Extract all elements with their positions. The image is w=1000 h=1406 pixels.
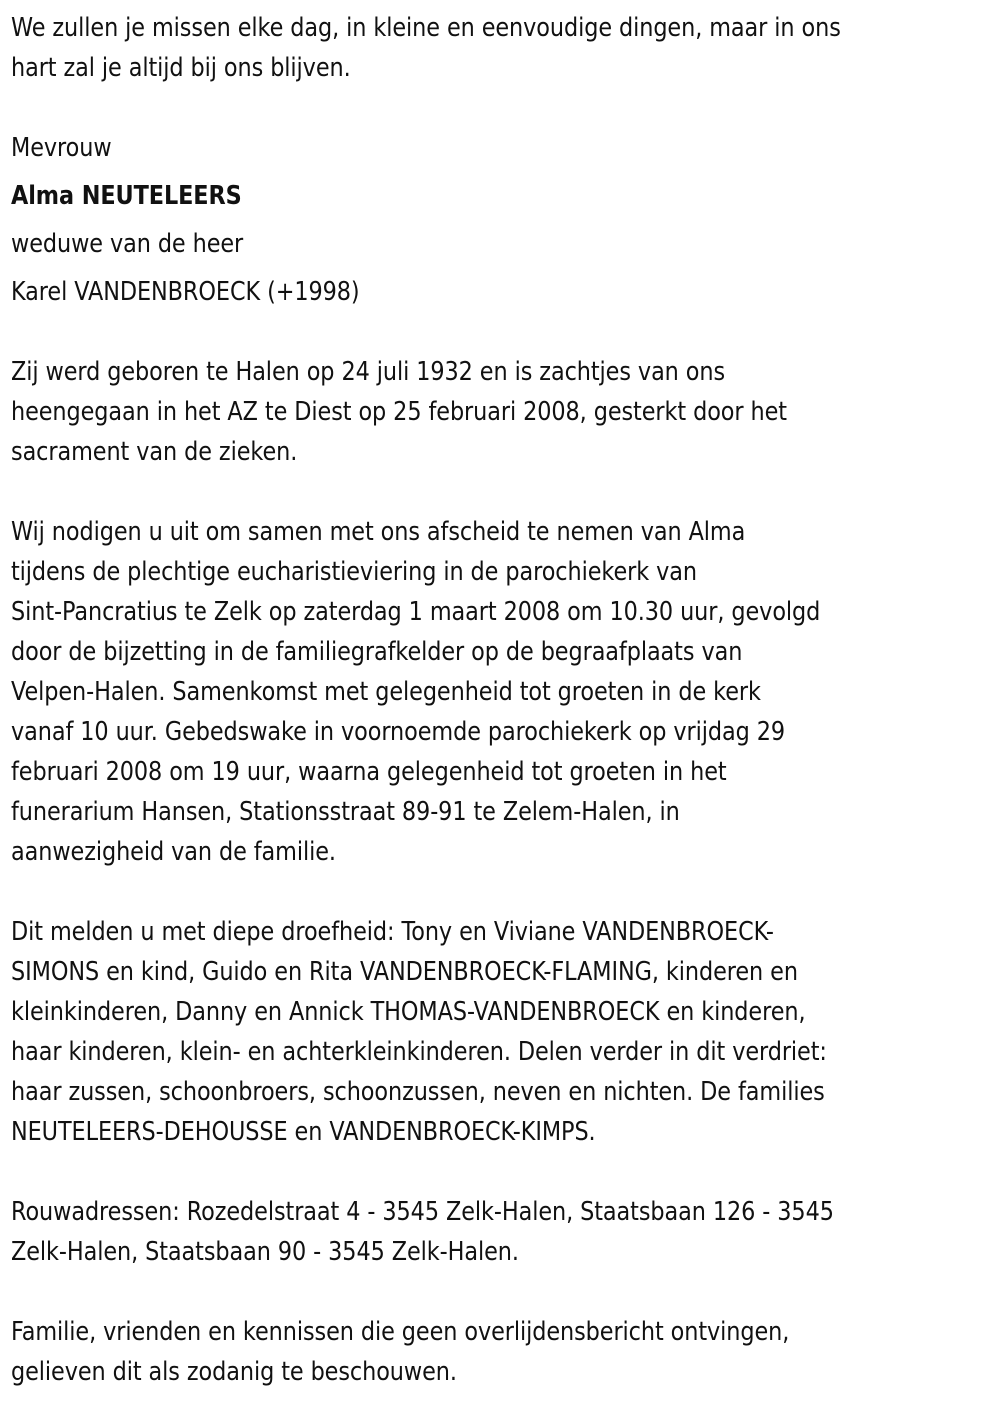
text-line: funerarium Hansen, Stationsstraat 89-91 te Zelem-Halen, in <box>11 797 680 827</box>
deceased-name: Alma NEUTELEERS <box>11 181 242 211</box>
text-line: Zelk-Halen, Staatsbaan 90 - 3545 Zelk-Halen. <box>11 1237 519 1267</box>
text-line: kleinkinderen, Danny en Annick THOMAS-VANDENBROECK en kinderen, <box>11 997 806 1027</box>
text-line: Sint-Pancratius te Zelk op zaterdag 1 maart 2008 om 10.30 uur, gevolgd <box>11 597 821 627</box>
text-line: Velpen-Halen. Samenkomst met gelegenheid tot groeten in de kerk <box>11 677 761 707</box>
text-line: NEUTELEERS-DEHOUSSE en VANDENBROECK-KIMPS. <box>11 1117 596 1147</box>
ceremony-paragraph <box>11 512 1000 872</box>
text-line: Rouwadressen: Rozedelstraat 4 - 3545 Zelk-Halen, Staatsbaan 126 - 3545 <box>11 1197 834 1227</box>
intro-paragraph <box>11 8 1000 88</box>
text-line: Familie, vrienden en kennissen die geen overlijdensbericht ontvingen, <box>11 1317 790 1347</box>
text-line: hart zal je altijd bij ons blijven. <box>11 53 351 83</box>
obituary-document <box>11 8 1000 1392</box>
paragraph-spacer <box>11 872 1000 912</box>
text-line: Dit melden u met diepe droefheid: Tony en Viviane VANDENBROECK- <box>11 917 774 947</box>
addresses-paragraph <box>11 1192 1000 1272</box>
spouse-name: Karel VANDENBROECK (+1998) <box>11 277 360 307</box>
text-line: We zullen je missen elke dag, in kleine en eenvoudige dingen, maar in ons <box>11 13 841 43</box>
text-line: gelieven dit als zodanig te beschouwen. <box>11 1357 457 1387</box>
salutation: Mevrouw <box>11 133 112 163</box>
deceased-header <box>11 128 1000 312</box>
text-line: haar zussen, schoonbroers, schoonzussen, neven en nichten. De families <box>11 1077 825 1107</box>
birth-death-paragraph <box>11 352 1000 472</box>
paragraph-spacer <box>11 472 1000 512</box>
paragraph-spacer <box>11 1152 1000 1192</box>
text-line: Zij werd geboren te Halen op 24 juli 1932 en is zachtjes van ons <box>11 357 726 387</box>
text-line: tijdens de plechtige eucharistieviering in de parochiekerk van <box>11 557 697 587</box>
closing-paragraph <box>11 1312 1000 1392</box>
announcement-paragraph <box>11 912 1000 1152</box>
text-line: Wij nodigen u uit om samen met ons afscheid te nemen van Alma <box>11 517 746 547</box>
text-line: sacrament van de zieken. <box>11 437 298 467</box>
text-line: haar kinderen, klein- en achterkleinkinderen. Delen verder in dit verdriet: <box>11 1037 827 1067</box>
text-line: vanaf 10 uur. Gebedswake in voornoemde parochiekerk op vrijdag 29 <box>11 717 786 747</box>
paragraph-spacer <box>11 88 1000 128</box>
text-line: februari 2008 om 19 uur, waarna gelegenheid tot groeten in het <box>11 757 727 787</box>
text-line: aanwezigheid van de familie. <box>11 837 336 867</box>
relation-text: weduwe van de heer <box>11 229 244 259</box>
text-line: SIMONS en kind, Guido en Rita VANDENBROECK-FLAMING, kinderen en <box>11 957 798 987</box>
paragraph-spacer <box>11 1272 1000 1312</box>
text-line: door de bijzetting in de familiegrafkelder op de begraafplaats van <box>11 637 743 667</box>
paragraph-spacer <box>11 312 1000 352</box>
text-line: heengegaan in het AZ te Diest op 25 februari 2008, gesterkt door het <box>11 397 787 427</box>
